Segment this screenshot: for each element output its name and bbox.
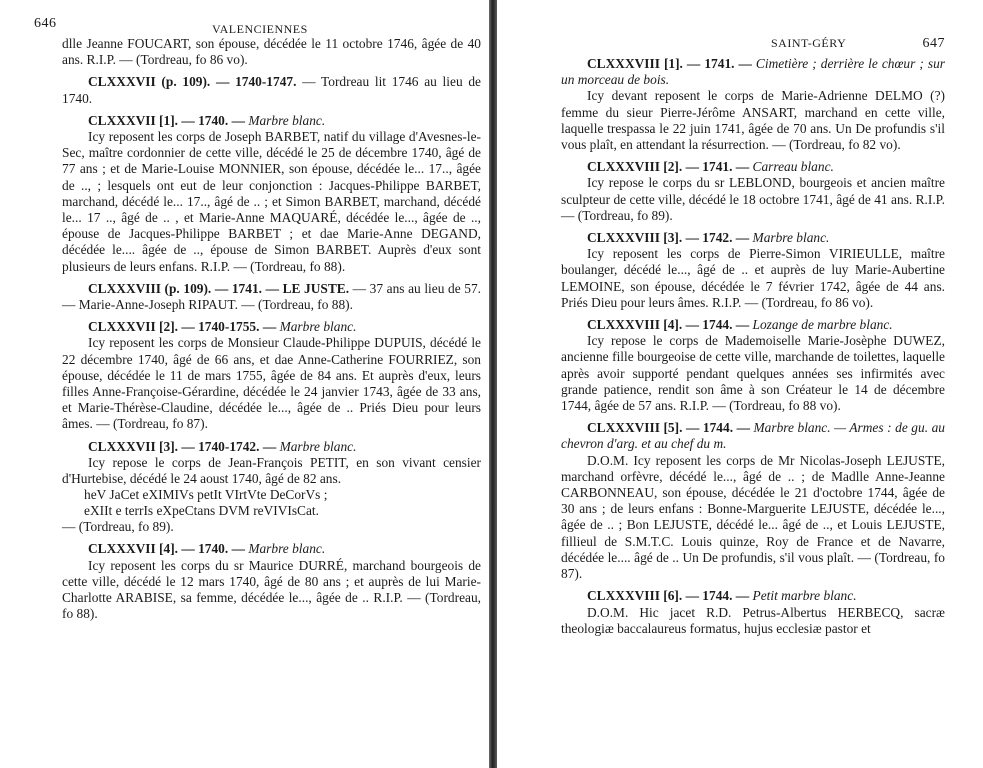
entry-text: Icy repose le corps de Mademoiselle Marie-Josèphe DUWEZ, ancienne fille bourgeoise de cette ville, marchande de toilettes, laquelle après avoir supporté pendant quelques années ses infirmités avec grande patience, rendit son âme à son Créateur le 14 de décembre 1744, âgée de 57 ans. R.I.P. — (Tordreau, fo 88 vo). (561, 333, 945, 414)
entry-heading-line (62, 319, 481, 335)
entry-heading-line (561, 420, 945, 452)
left-page (0, 0, 489, 768)
entry-left-4 (62, 319, 481, 432)
entry-heading-line (62, 541, 481, 557)
book-gutter (489, 0, 497, 768)
entry-label: Marbre blanc. (276, 319, 357, 335)
entry-text: Icy reposent les corps de Monsieur Claude-Philippe DUPUIS, décédé le 22 décembre 1740, âgé de 66 ans, et dae Anne-Catherine FOURRIEZ, son épouse, décédée le 11 de mars 1755, âgée de 84 ans. Et auprès d'eux, leurs filles Anne-Françoise-Gérardine, décédée le 24 janvier 1743, âgée de 33 ans, et Marie-Thérèse-Claudine, décédée le..., âgée de .. Priés Dieu pour leurs âmes. — (Tordreau, fo 87). (62, 335, 481, 432)
entry-left-2 (62, 113, 481, 275)
entry-text: Icy repose le corps de Jean-François PETIT, en son vivant censier d'Hurtebise, décédé le 24 aoust 1740, âgé de 82 ans. (62, 454, 481, 487)
entry-heading-line (561, 317, 945, 333)
entry-text: dlle Jeanne FOUCART, son épouse, décédée le 11 octobre 1746, âgée de 40 ans. R.I.P. — (Tordreau, fo 86 vo). (62, 36, 481, 68)
left-running-head (34, 14, 481, 36)
entry-label: Marbre blanc. (276, 438, 357, 454)
entry-text: D.O.M. Icy reposent les corps de Mr Nicolas-Joseph LEJUSTE, marchand orfèvre, décédé le..., âgé de .. ; de Madlle Anne-Jeanne CARBONNEAU, son épouse, décédée le 21 d'octobre 1744, âgée de 30 ans ; de leurs enfans : Bonne-Marguerite LEJUSTE, décédée le..., âgée de .. ; Bon LEJUSTE, décédé le... âgé de .., et Louis LEJUSTE, fillieul de S.M.T.C. Louis quinze, Roy de France et de Navarre, décédée le.... âgé de .. Un De profundis, s'il vous plaît. — (Tordreau, fo 87). (561, 452, 945, 582)
entry-heading-line (561, 588, 945, 604)
entry-right-3 (561, 317, 945, 414)
right-running-head (561, 34, 945, 56)
entry-label: Marbre blanc. (244, 112, 326, 128)
entry-text: Icy reposent les corps du sr Maurice DURRÉ, marchand bourgeois de cette ville, décédé le 12 mars 1740, âgé de 80 ans ; et auprès de lui Marie-Charlotte ARABISE, sa femme, décédée le..., âgée de .. R.I.P. — (Tordreau, fo 88). (62, 557, 481, 622)
entry-right-0 (561, 56, 945, 153)
entry-heading: CLXXXVIII [1]. — 1741. — (587, 56, 752, 71)
entry-text: — 37 ans au lieu de 57. — Marie-Anne-Joseph RIPAUT. — (Tordreau, fo 88). (62, 280, 481, 313)
verse-line: eXIIt e terrIs eXpeCtans DVM reVIVIsCat. (84, 503, 320, 519)
entry-heading: CLXXXVIII [3]. — 1742. — (587, 230, 750, 246)
entry-label: Cimetière ; derrière le chœur ; sur un morceau de bois. (561, 56, 945, 88)
entry-heading: CLXXXVIII [2]. — 1741. — (587, 159, 750, 175)
entry-heading: CLXXXVII (p. 109). — 1740-1747. (88, 74, 297, 90)
entry-heading: CLXXXVIII (p. 109). — 1741. — LE JUSTE. (88, 280, 350, 296)
entry-heading: CLXXXVII [4]. — 1740. — (88, 541, 245, 557)
right-page (497, 0, 983, 768)
entry-text: Icy repose le corps du sr LEBLOND, bourgeois et ancien maître sculpteur de cette ville, décédé le 18 octobre 1741, âgé de 41 ans. R.I.P. — (Tordreau, fo 89). (561, 175, 945, 223)
entry-label: Marbre blanc. (244, 541, 326, 557)
entry-heading-line (62, 113, 481, 129)
entry-text: D.O.M. Hic jacet R.D. Petrus-Albertus HERBECQ, sacræ theologiæ baccalaureus formatus, hujus ecclesiæ pastor et (561, 604, 945, 636)
left-page-number: 646 (34, 16, 57, 31)
entry-heading: CLXXXVII [1]. — 1740. — (88, 112, 245, 128)
entry-label: Marbre blanc. (749, 230, 830, 246)
entry-heading-line (561, 159, 945, 175)
entry-text: Icy reposent les corps de Joseph BARBET, natif du village d'Avesnes-le-Sec, maître cordonnier de cette ville, décédé le 25 de décembre 1740, âgé de 77 ans ; et de Marie-Louise MONNIER, son épouse, décédée le... 17.., âgée de .., ; lesquels ont eut de leur conjonction : Jacques-Philippe BARBET, marchand, décédé le... 17.., âgé de .. ; et Simon BARBET, marchand, décédé le... 17 .., âgé de .. , et Marie-Anne MAQUARÉ, décédée le..., âgée de .., épouse de Jacques-Philippe BARBET ; et dae Marie-Anne DEGAND, décédée le.... âgée de .., épouse de Simon BARBET. Auprès d'eux sont plusieurs de leurs enfans. R.I.P. — (Tordreau, fo 88). (62, 129, 481, 274)
entry-heading-line (62, 439, 481, 455)
entry-heading-line (561, 230, 945, 246)
entry-right-4 (561, 420, 945, 582)
right-page-number: 647 (922, 36, 945, 51)
entry-heading: CLXXXVII [3]. — 1740-1742. — (88, 438, 277, 454)
entry-left-5 (62, 439, 481, 536)
verse-line: heV JaCet eXIMIVs petIt VIrtVte DeCorVs ; (84, 487, 328, 503)
entry-left-0 (62, 36, 481, 68)
entry-text: Icy reposent les corps de Pierre-Simon VIRIEULLE, maître boulanger, décédé le..., âgé de .. et auprès de luy Marie-Aubertine LEMOINE, son épouse, décédée le 7 février 1742, âgée de 44 ans. Priés Dieu pour leurs âmes. R.I.P. — (Tordreau, fo 86 vo). (561, 246, 945, 310)
entry-text: Icy devant reposent le corps de Marie-Adrienne DELMO (?) femme du sieur Pierre-Jérôme ANSART, marchand en cette ville, laquelle trespassa le 22 juin 1741, âgée de 70 ans. Un De profundis s'il vous plaît, en attendant la résurrection. — (Tordreau, fo 82 vo). (561, 88, 945, 153)
entry-label: Lozange de marbre blanc. (749, 317, 893, 333)
entry-right-2 (561, 230, 945, 311)
entry-left-1 (62, 74, 481, 106)
left-running-title: VALENCIENNES (212, 22, 308, 36)
entry-label: Carreau blanc. (749, 159, 834, 175)
entry-right-1 (561, 159, 945, 224)
entry-left-3 (62, 281, 481, 313)
entry-heading: CLXXXVIII [4]. — 1744. — (587, 317, 750, 333)
entry-source: — (Tordreau, fo 89). (62, 519, 174, 535)
entry-paragraph (62, 74, 481, 106)
entry-label: Marbre blanc. — Armes : de gu. au chevron d'arg. et au chef du m. (561, 420, 945, 452)
entry-left-6 (62, 541, 481, 622)
entry-right-5 (561, 588, 945, 637)
entry-paragraph (62, 281, 481, 313)
entry-heading: CLXXXVIII [5]. — 1744. — (587, 420, 750, 436)
entry-label: Petit marbre blanc. (749, 588, 857, 604)
entry-heading: CLXXXVII [2]. — 1740-1755. — (88, 319, 277, 335)
entry-heading-line (561, 56, 945, 88)
entry-text: — Tordreau lit 1746 au lieu de 1740. (62, 74, 481, 106)
right-running-title: SAINT-GÉRY (771, 36, 847, 50)
entry-heading: CLXXXVIII [6]. — 1744. — (587, 588, 750, 604)
